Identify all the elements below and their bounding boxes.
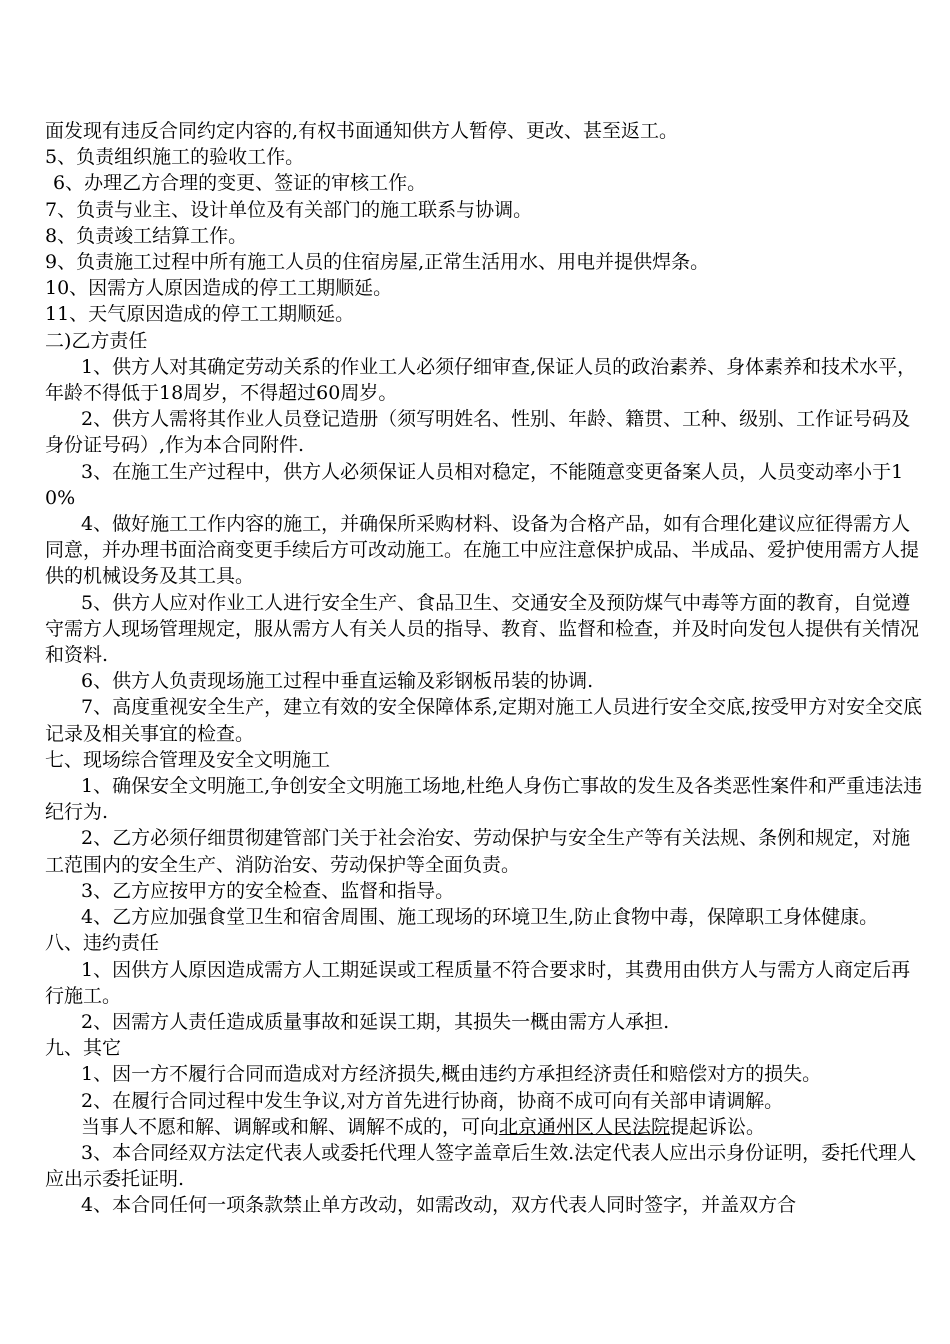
paragraph: 3、乙方应按甲方的安全检查、监督和指导。: [81, 879, 455, 902]
paragraph: 2、乙方必须仔细贯彻建管部门关于社会治安、劳动保护与安全生产等有关法规、条例和规定，对施工范围内的安全生产、消防治安、劳动保护等全面负责。: [45, 827, 911, 876]
paragraph: 5、负责组织施工的验收工作。: [45, 146, 305, 169]
paragraph: 1、因供方人原因造成需方人工期延误或工程质量不符合要求时，其费用由供方人与需方人商定后再行施工。: [45, 958, 911, 1007]
text-span: 当事人不愿和解、调解或和解、调解不成的，可向: [81, 1115, 500, 1138]
paragraph: 1、确保安全文明施工,争创安全文明施工场地,杜绝人身伤亡事故的发生及各类恶性案件和严重违法违纪行为.: [45, 775, 923, 824]
paragraph: 面发现有违反合同约定内容的,有权书面通知供方人暂停、更改、甚至返工。: [45, 120, 679, 142]
section-heading: 七、现场综合管理及安全文明施工: [45, 748, 331, 771]
paragraph: 8、负责竣工结算工作。: [45, 224, 248, 247]
paragraph: 10、因需方人原因造成的停工工期顺延。: [45, 277, 393, 300]
paragraph: 1、因一方不履行合同而造成对方经济损失,概由违约方承担经济责任和赔偿对方的损失。: [81, 1063, 822, 1086]
paragraph: 3、在施工生产过程中，供方人必须保证人员相对稳定，不能随意变更备案人员，人员变动率小于10%: [45, 460, 904, 509]
section-heading: 九、其它: [45, 1037, 122, 1060]
paragraph: 4、本合同任何一项条款禁止单方改动，如需改动，双方代表人同时签字，并盖双方合: [81, 1194, 797, 1217]
paragraph: 7、高度重视安全生产，建立有效的安全保障体系,定期对施工人员进行安全交底,按受甲方对安全交底记录及相关事宜的检查。: [45, 696, 923, 745]
paragraph: [45, 1114, 923, 1140]
paragraph: 6、办理乙方合理的变更、签证的审核工作。: [53, 172, 427, 195]
text-span: 提起诉讼。: [670, 1115, 766, 1138]
section-heading: 二)乙方责任: [45, 329, 148, 352]
paragraph: 6、供方人负责现场施工过程中垂直运输及彩钢板吊装的协调.: [81, 670, 594, 693]
paragraph: 3、本合同经双方法定代表人或委托代理人签字盖章后生效.法定代表人应出示身份证明，委托代理人应出示委托证明.: [45, 1141, 917, 1191]
paragraph: 4、乙方应加强食堂卫生和宿舍周围、施工现场的环境卫生,防止食物中毒，保障职工身体健康。: [81, 906, 879, 929]
paragraph: 1、供方人对其确定劳动关系的作业工人必须仔细审查,保证人员的政治素养、身体素养和技术水平，年龄不得低于18周岁，不得超过60周岁。: [45, 355, 917, 405]
paragraph: 4、做好施工工作内容的施工，并确保所采购材料、设备为合格产品，如有合理化建议应征得需方人同意，并办理书面洽商变更手续后方可改动施工。在施工中应注意保护成品、半成品、爱护使用需方人提供的机械设务及其工具。: [45, 513, 920, 588]
paragraph: 5、供方人应对作业工人进行安全生产、食品卫生、交通安全及预防煤气中毒等方面的教育，自觉遵守需方人现场管理规定，服从需方人有关人员的指导、教育、监督和检查，并及时向发包人提供有关情况和资料.: [45, 591, 920, 667]
paragraph: 11、天气原因造成的停工工期顺延。: [45, 303, 355, 326]
document-page: [45, 118, 923, 1219]
section-heading: 八、违约责任: [45, 932, 160, 955]
paragraph: 2、供方人需将其作业人员登记造册（须写明姓名、性别、年龄、籍贯、工种、级别、工作证号码及身份证号码）,作为本合同附件.: [45, 408, 911, 457]
paragraph: 2、在履行合同过程中发生争议,对方首先进行协商，协商不成可向有关部申请调解。: [81, 1089, 784, 1112]
paragraph: 9、负责施工过程中所有施工人员的住宿房屋,正常生活用水、用电并提供焊条。: [45, 251, 710, 274]
paragraph: 7、负责与业主、设计单位及有关部门的施工联系与协调。: [45, 198, 533, 221]
court-name-underlined: 北京通州区人民法院: [499, 1115, 671, 1138]
paragraph: 2、因需方人责任造成质量事故和延误工期，其损失一概由需方人承担.: [81, 1010, 670, 1033]
